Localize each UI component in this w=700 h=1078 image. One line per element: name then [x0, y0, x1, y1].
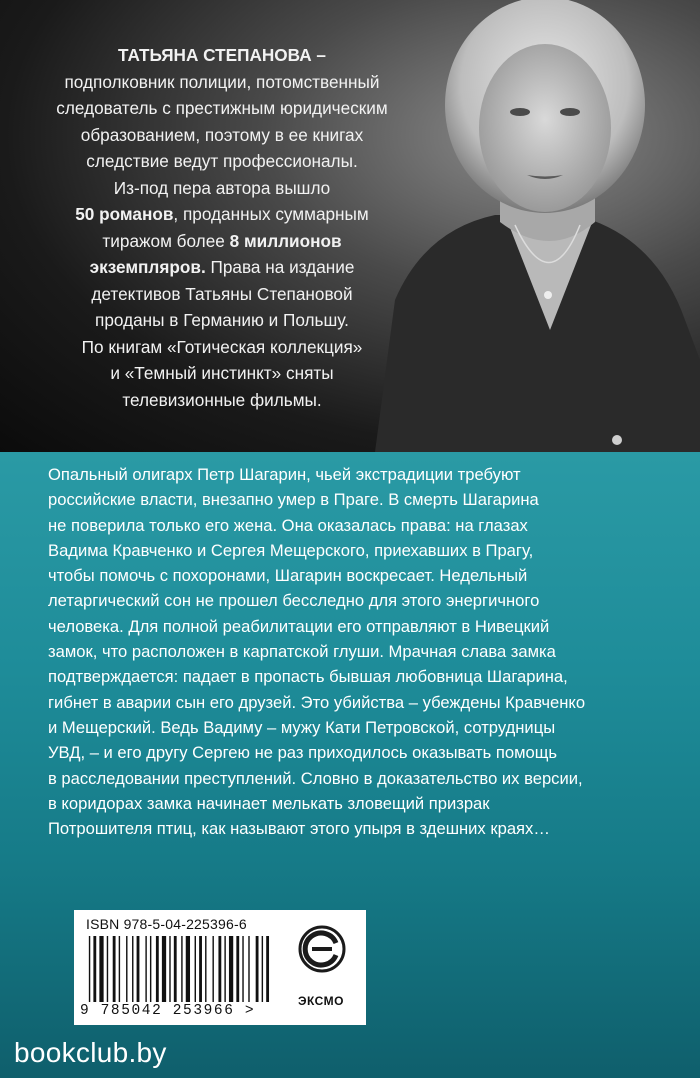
barcode-bar	[162, 936, 166, 1002]
blurb-line: Вадима Кравченко и Сергея Мещерского, приехавших в Прагу,	[48, 540, 534, 560]
barcode-bar	[145, 936, 146, 1002]
barcode-bar	[224, 936, 225, 1002]
blurb-line: летаргический сон не прошел бесследно для этого энергичного	[48, 591, 540, 611]
bio-line: По книгам «Готическая коллекция»	[81, 336, 363, 357]
bio-line: следователь с престижным юридическим	[56, 98, 388, 118]
novels-count: 50 романов	[75, 204, 174, 224]
bio-line: и «Темный инстинкт» сняты	[110, 363, 334, 383]
barcode-bar	[107, 936, 108, 1002]
barcode-bar	[89, 936, 90, 1002]
blurb-line: подтверждается: падает в пропасть бывшая любовница Шагарина,	[48, 667, 568, 687]
bio-line: образованием, поэтому в ее книгах	[80, 124, 364, 145]
barcode-bar	[242, 936, 243, 1002]
author-portrait	[355, 0, 700, 452]
author-section	[0, 0, 700, 452]
blurb-line: Потрошителя птиц, как называют этого упыря в здешних краях…	[48, 819, 550, 839]
barcode-bar	[132, 936, 133, 1002]
barcode-bar	[205, 936, 206, 1002]
barcode-bar	[119, 936, 120, 1002]
barcode-bar	[248, 936, 249, 1002]
blurb-line: и Мещерский. Ведь Вадиму – мужу Кати Петровской, сотрудницы	[48, 717, 556, 737]
barcode-bar	[126, 936, 127, 1002]
barcode-bar	[256, 936, 259, 1002]
bio-line: телевизионные фильмы.	[122, 389, 322, 410]
blurb-line: чтобы помочь с похоронами, Шагарин воскресает. Недельный	[48, 566, 528, 586]
blurb-line: УВД, – и его другу Сергею не раз приходилось оказывать помощь	[48, 743, 558, 763]
barcode-bar	[266, 936, 269, 1002]
bio-line: детективов Татьяны Степановой	[91, 283, 353, 304]
bio-line: Из-под пера автора вышло	[113, 177, 331, 198]
blurb-line: в коридорах замка начинает мелькать зловещий призрак	[48, 793, 490, 813]
barcode-bar	[99, 936, 103, 1002]
barcode-bar	[186, 936, 190, 1002]
blurb-line: российские власти, внезапно умер в Праге. В смерть Шагарина	[48, 490, 539, 510]
blurb-line: в расследовании преступлений. Словно в доказательство их версии,	[48, 768, 583, 788]
barcode-bar	[181, 936, 182, 1002]
barcode-bar	[174, 936, 177, 1002]
barcode-bar	[229, 936, 233, 1002]
bio-line: тиражом более	[102, 230, 230, 251]
bio-line: , проданных суммарным	[173, 204, 369, 224]
barcode-bar	[150, 936, 151, 1002]
publisher-name: ЭКСМО	[297, 994, 345, 1008]
barcode-bar	[113, 936, 116, 1002]
barcode-bar	[93, 936, 96, 1002]
barcode-bar	[236, 936, 239, 1002]
barcode-bar	[169, 936, 170, 1002]
publisher-logo-icon	[298, 925, 346, 973]
blurb-line: человека. Для полной реабилитации его отправляют в Нивецкий	[48, 616, 550, 636]
author-bio: ТАТЬЯНА СТЕПАНОВА – подполковник полиции, потомственный следователь с престижным юридическим образованием, поэтому в ее книгах следствие ведут профессионалы. Из-под пера автора вышло 50 романов, проданных суммарным тиражом более 8 миллионов экземпляров. Права на издание детективов Татьяны Степановой проданы в Германию и Польшу. По книгам «Готическая коллекция» и «Темный инстинкт» сняты телевизионные фильмы.	[56, 45, 388, 410]
bio-line: проданы в Германию и Польшу.	[95, 310, 349, 330]
barcode-digits: 9 785042 253966 >	[80, 1003, 256, 1019]
barcode-bar	[212, 936, 213, 1002]
bio-line: подполковник полиции, потомственный	[64, 71, 380, 92]
watermark: bookclub.by	[14, 1037, 167, 1068]
copies-label: экземпляров.	[89, 257, 206, 277]
copies-count: 8 миллионов	[229, 230, 342, 251]
bio-line: следствие ведут профессионалы.	[86, 151, 358, 171]
barcode-bar	[218, 936, 221, 1002]
barcode-bar	[137, 936, 140, 1002]
blurb-line: Опальный олигарх Петр Шагарин, чьей экстрадиции требуют	[48, 465, 521, 484]
barcode-bar	[262, 936, 263, 1002]
isbn-text: ISBN 978-5-04-225396-6	[86, 916, 247, 932]
blurb-line: гибнет в аварии сын его друзей. Это убийства – убеждены Кравченко	[48, 692, 586, 712]
bio-line: Права на издание	[205, 257, 355, 277]
book-blurb	[48, 462, 656, 841]
author-name: ТАТЬЯНА СТЕПАНОВА	[118, 45, 312, 65]
blurb-line: замок, что расположен в карпатской глуши. Мрачная слава замка	[48, 642, 556, 662]
barcode-bar	[199, 936, 202, 1002]
barcode-bar	[195, 936, 196, 1002]
barcode-bar	[156, 936, 159, 1002]
blurb-line: не поверила только его жена. Она оказалась права: на глазах	[48, 515, 528, 535]
